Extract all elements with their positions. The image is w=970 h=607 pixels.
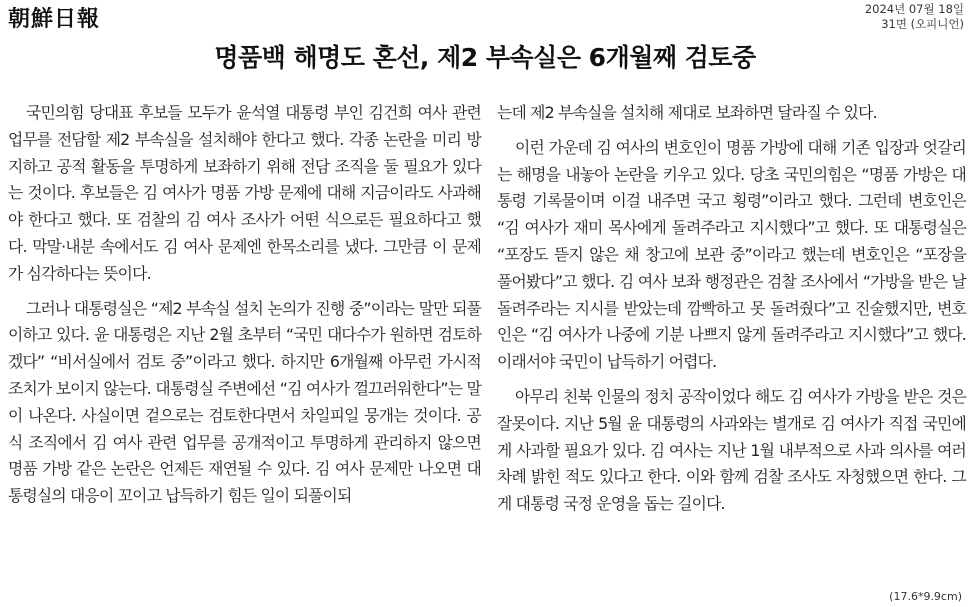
clip-size-note: (17.6*9.9cm) — [889, 590, 962, 603]
article-column-left — [8, 100, 481, 518]
article-paragraph-continued: 는데 제2 부속실을 설치해 제대로 보좌하면 달라질 수 있다. — [497, 103, 877, 122]
issue-meta — [865, 2, 964, 32]
article-headline: 명품백 해명도 혼선, 제2 부속실은 6개월째 검토중 — [214, 43, 756, 72]
issue-date: 2024년 07월 18일 — [864, 2, 964, 16]
article-paragraph: 그러나 대통령실은 “제2 부속실 설치 논의가 진행 중”이라는 말만 되풀이하고 있다. 윤 대통령은 지난 2월 초부터 “국민 대다수가 원하면 검토하겠다” “비서실에서 검토 중”이라고 했다. 하지만 6개월째 아무런 가시적 조치가 보이지 않는다. 대통령실 주변에선 “김 여사가 껄끄러워한다”는 말이 나온다. 사실이면 겉으로는 검토한다면서 차일피일 뭉개는 것이다. 공식 조직에서 김 여사 관련 업무를 공개적이고 투명하게 관리하지 않으면 명품 가방 같은 논란은 언제든 재연될 수 있다. 김 여사 문제만 나오면 대통령실의 대응이 꼬이고 납득하기 힘든 일이 되풀이되 — [8, 298, 481, 506]
page-section: 31면 (오피니언) — [881, 17, 964, 31]
newspaper-masthead: 朝鮮日報 — [8, 6, 101, 32]
article-paragraph: 아무리 친북 인물의 정치 공작이었다 해도 김 여사가 가방을 받은 것은 잘못이다. 지난 5월 윤 대통령의 사과와는 별개로 김 여사가 직접 국민에게 사과할 필요가 있다. 김 여사는 지난 1월 내부적으로 사과 의사를 여러 차례 밝힌 적도 있다고 한다. 이와 함께 검찰 조사도 자청했으면 한다. 그게 대통령 국정 운영을 돕는 길이다. — [497, 386, 966, 514]
article-paragraph: 이런 가운데 김 여사의 변호인이 명품 가방에 대해 기존 입장과 엇갈리는 해명을 내놓아 논란을 키우고 있다. 당초 국민의힘은 “명품 가방은 대통령 기록물이며 이걸 내주면 국고 횡령”이라고 했다. 그런데 변호인은 “김 여사가 재미 목사에게 돌려주라고 지시했다”고 했다. 또 대통령실은 “포장도 뜯지 않은 채 창고에 보관 중”이라고 했는데 변호인은 “포장을 풀어봤다”고 했다. 김 여사 보좌 행정관은 검찰 조사에서 “가방을 받은 날 돌려주라는 지시를 받았는데 깜빡하고 못 돌려줬다”고 진술했지만, 변호인은 “김 여사가 나중에 기분 나쁘지 않게 돌려주라고 지시했다”고 했다. 이래서야 국민이 납득하기 어렵다. — [497, 137, 966, 372]
article-column-right — [497, 100, 966, 526]
article-paragraph: 국민의힘 당대표 후보들 모두가 윤석열 대통령 부인 김건희 여사 관련 업무를 전담할 제2 부속실을 설치해야 한다고 했다. 각종 논란을 미리 방지하고 공적 활동을 투명하게 보좌하기 위해 전담 조직을 둘 필요가 있다는 것이다. 후보들은 김 여사가 명품 가방 문제에 대해 지금이라도 사과해야 한다고 했다. 또 검찰의 김 여사 조사가 어떤 식으로든 필요하다고 했다. 막말·내분 속에서도 김 여사 문제엔 한목소리를 냈다. 그만큼 이 문제가 심각하다는 뜻이다. — [8, 103, 481, 283]
